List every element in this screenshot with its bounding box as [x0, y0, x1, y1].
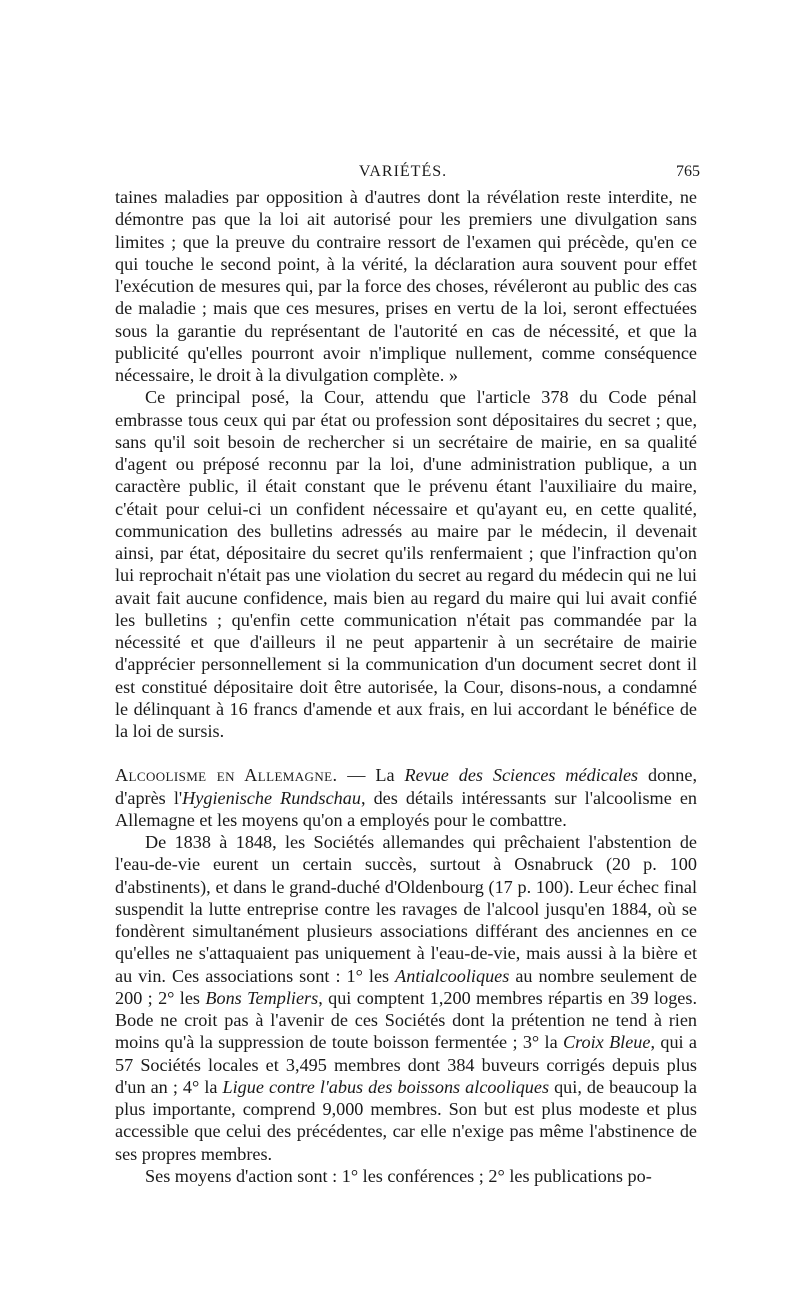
running-head-title: VARIÉTÉS. — [358, 163, 448, 180]
italic-croix-bleue: Croix Bleue — [562, 1032, 651, 1053]
italic-bons-templiers: Bons Templiers — [205, 987, 319, 1008]
text-run: , qui a 57 Sociétés locales et 3,495 membres dont 384 buveurs corrigés depuis plus d'un an ; 4° la — [115, 1032, 697, 1097]
italic-antialcooliques: Antialcooliques — [395, 965, 510, 986]
text-run: , qui comptent 1,200 membres répartis en 39 loges. Bode ne croit pas à l'avenir de ces Sociétés dont la prétention ne tend à rien moins qu'à la suppression de toute boisson fermentée ; 3° la — [115, 987, 697, 1053]
italic-ligue: Ligue contre l'abus des boissons alcooliques — [222, 1076, 550, 1097]
text-run: qui, de beaucoup la plus importante, comprend 9,000 membres. Son but est plus modeste et plus accessible que celui des précédentes, car elle n'exige pas même l'abstinence de ses propres membres. — [115, 1076, 697, 1164]
running-head — [0, 0, 800, 178]
italic-title-revue: Revue des Sciences médicales — [404, 765, 639, 786]
paragraph-court-ruling: Ce principal posé, la Cour, attendu que l'article 378 du Code pénal embrasse tous ceux qui par état ou profession sont dépositaires du secret ; que, sans qu'il soit besoin de rechercher si un secrétaire de mairie, en sa qualité d'agent ou préposé reconnu par la loi, d'une administration publique, a un caractère public, il était constant que le prévenu étant l'auxiliaire du maire, c'était pour celui-ci un confident nécessaire et qu'ayant eu, en cette qualité, communication des bulletins adressés au maire par le médecin, il devenait ainsi, par état, dépositaire du secret qu'ils renfermaient ; que l'infraction qu'on lui reprochait n'était pas une violation du secret au regard du médecin qui ne lui avait fait aucune confidence, mais bien au regard du maire qui lui avait confié les bulletins ; qu'enfin cette communication n'était pas commandée par la nécessité et que d'ailleurs il ne peut appartenir à un secrétaire de mairie d'apprécier personnellement si la communication d'un document secret dont il est constitué dépositaire doit être autorisée, la Cour, disons-nous, a condamné le délinquant à 16 francs d'amende et aux frais, en lui accordant le bénéfice de la loi de sursis. — [115, 387, 697, 741]
italic-title-hygienische: Hygienische Rundschau — [182, 787, 361, 808]
text-run: De 1838 à 1848, les Sociétés allemandes qui prêchaient l'abstention de l'eau-de-vie eurent un certain succès, surtout à Osnabruck (20 p. 100 d'abstinents), et dans le grand-duché d'Oldenbourg (17 p. 100). Leur échec final suspendit la lutte entreprise contre les ravages de l'alcool jusqu'en 1884, où se fondèrent simultanément plusieurs associations différant des anciennes en ce qu'elles ne s'attaquaient pas uniquement à l'eau-de-vie, mais aussi à la bière et au vin. Ces associations sont : 1° les — [115, 832, 697, 986]
text-run: donne, d'après l' — [115, 765, 698, 808]
page-number: 765 — [676, 163, 700, 180]
section-alcoolisme-intro — [115, 764, 697, 831]
paragraph-continued: taines maladies par opposition à d'autres dont la révélation reste interdite, ne démontre pas que la loi ait autorisé pour les premiers une divulgation sans limites ; que la preuve du contraire ressort de l'examen qui précède, qu'en ce qui touche le second point, à la vérité, la déclaration aura souvent pour effet l'exécution de mesures qui, par la force des choses, révéleront au public des cas de maladie ; mais que ces mesures, prises en vertu de la loi, seront effectuées sous la garantie du représentant de l'autorité en cas de nécessité, et que la publicité qu'elles pourront avoir n'implique nullement, comme conséquence nécessaire, le droit à la divulgation complète. » — [115, 187, 697, 385]
paragraph-societies — [115, 831, 697, 1165]
paragraph-moyens: Ses moyens d'action sont : 1° les conférences ; 2° les publications po- — [145, 1165, 652, 1186]
body-text — [115, 186, 697, 1187]
text-run: , des détails intéressants sur l'alcoolisme en Allemagne et les moyens qu'on a employés pour le combattre. — [115, 787, 698, 830]
text-run: au nombre seulement de 200 ; 2° les — [115, 965, 697, 1008]
section-heading: Alcoolisme en Allemagne. — [115, 765, 338, 786]
text-run: — La — [337, 765, 405, 786]
